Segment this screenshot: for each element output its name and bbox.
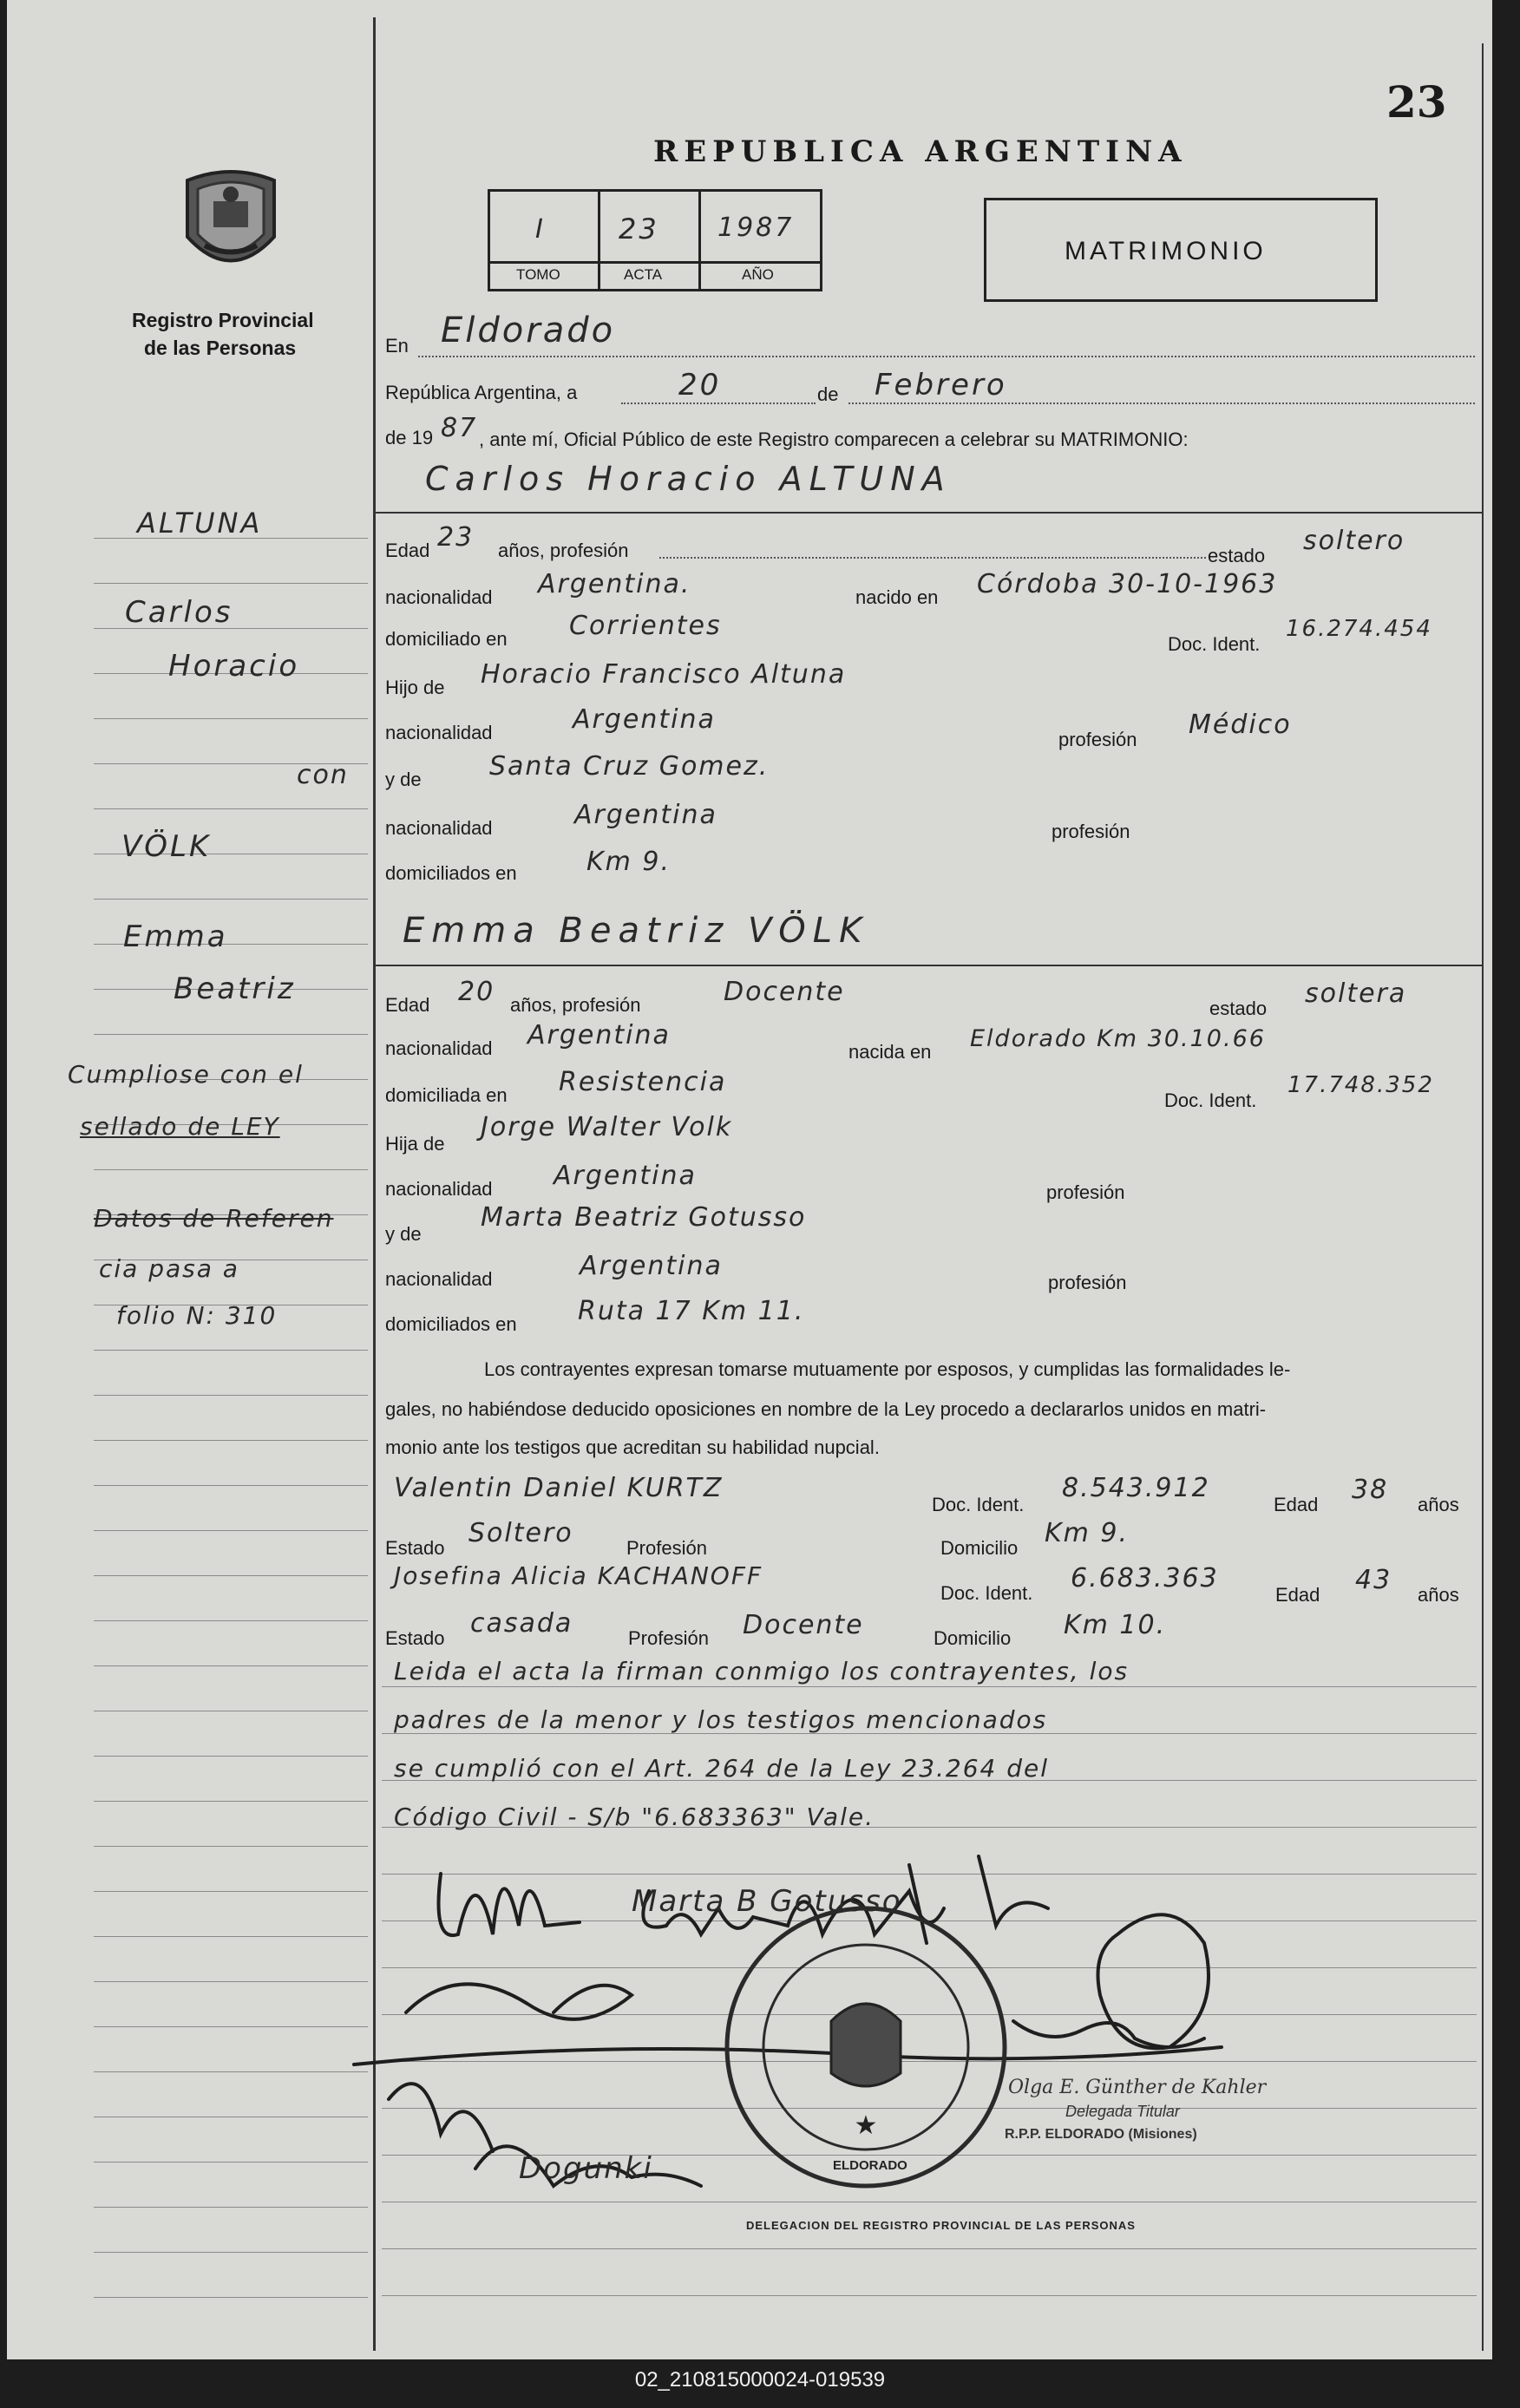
- witness1-estado-label: Estado: [385, 1537, 445, 1559]
- margin-rule: [94, 1575, 368, 1576]
- witness2-domicilio: Km 10.: [1064, 1610, 1167, 1640]
- bride-doc: 17.748.352: [1287, 1072, 1434, 1098]
- margin-note-4: cia pasa a: [99, 1254, 239, 1283]
- margin-groom-surname: ALTUNA: [137, 507, 263, 540]
- day-line: [621, 402, 816, 404]
- witness2-dom-label: Domicilio: [934, 1627, 1012, 1649]
- signature-2: Dogunki: [519, 2151, 653, 2186]
- groom-edad-label: Edad: [385, 540, 430, 561]
- bride-anos-label: años, profesión: [510, 994, 641, 1016]
- bride-madre-nac: Argentina: [580, 1251, 723, 1281]
- margin-rule: [94, 1801, 368, 1802]
- margin-con: con: [297, 760, 349, 790]
- bride-padre: Jorge Walter Volk: [481, 1112, 733, 1142]
- bride-domicilio: Resistencia: [559, 1067, 727, 1097]
- witness2-doc: 6.683.363: [1071, 1563, 1219, 1593]
- bride-nac-label: nacionalidad: [385, 1037, 493, 1059]
- bride-nac: Argentina: [527, 1020, 671, 1050]
- bride-padre-nac: Argentina: [554, 1161, 697, 1191]
- margin-note-5: folio N: 310: [116, 1301, 278, 1330]
- body-rule: [382, 1686, 1477, 1687]
- right-border: [1482, 43, 1484, 2351]
- witness2-estado-label: Estado: [385, 1627, 445, 1649]
- groom-nac: Argentina.: [538, 569, 691, 599]
- groom-yde-label: y de: [385, 769, 422, 790]
- bride-nacida: Eldorado Km 30.10.66: [970, 1025, 1266, 1052]
- groom-estado: soltero: [1303, 526, 1405, 556]
- groom-edad: 23: [437, 522, 475, 553]
- margin-rule: [94, 1350, 368, 1351]
- official-name: Olga E. Günther de Kahler: [1008, 2077, 1267, 2098]
- margin-rule: [94, 1034, 368, 1035]
- groom-doc-label: Doc. Ident.: [1168, 633, 1261, 655]
- margin-rule: [94, 1756, 368, 1757]
- witness2-prof-label: Profesión: [628, 1627, 709, 1649]
- bride-estado: soltera: [1305, 978, 1407, 1009]
- bride-edad: 20: [458, 977, 495, 1007]
- margin-rule: [94, 1530, 368, 1531]
- groom-madre-nac-label: nacionalidad: [385, 817, 493, 839]
- witness1-edad-label: Edad: [1274, 1494, 1319, 1515]
- stamp-ring-text: DELEGACION DEL REGISTRO PROVINCIAL DE LAS PERSONAS: [746, 2219, 1136, 2232]
- groom-estado-label: estado: [1208, 545, 1266, 566]
- witness1-dom-label: Domicilio: [940, 1537, 1019, 1559]
- groom-madre-prof-label: profesión: [1052, 821, 1130, 842]
- witness2-anos-label: años: [1418, 1584, 1459, 1606]
- official-title: Delegada Titular: [1065, 2103, 1180, 2120]
- body-line-3: monio ante los testigos que acreditan su habilidad nupcial.: [385, 1436, 880, 1458]
- acta-value: 23: [619, 213, 659, 245]
- groom-prof-line: [659, 557, 1206, 559]
- witness2-name: Josefina Alicia KACHANOFF: [394, 1561, 763, 1590]
- groom-anos-label: años, profesión: [498, 540, 629, 561]
- witness2-profesion: Docente: [743, 1610, 864, 1640]
- body-line-2: gales, no habiéndose deducido oposiciones en nombre de la Ley procedo a declararlos unidos en matri-: [385, 1398, 1267, 1420]
- bride-padre-nac-label: nacionalidad: [385, 1178, 493, 1200]
- groom-nac-label: nacionalidad: [385, 586, 493, 608]
- closing-line-3: se cumplió con el Art. 264 de la Ley 23.264 del: [394, 1754, 1050, 1783]
- page-number: 23: [1386, 76, 1447, 128]
- margin-rule: [94, 1620, 368, 1621]
- bride-sep: [375, 965, 1482, 966]
- ano-value: 1987: [717, 213, 795, 243]
- groom-padre-nac-label: nacionalidad: [385, 722, 493, 743]
- body-line-1: Los contrayentes expresan tomarse mutuamente por esposos, y cumplidas las formalidades le-: [484, 1358, 1291, 1380]
- signature-1: Marta B Gotusso: [632, 1884, 902, 1919]
- witness2-doc-label: Doc. Ident.: [940, 1582, 1033, 1604]
- republica-label: República Argentina, a: [385, 382, 578, 403]
- groom-madre-nac: Argentina: [574, 800, 717, 830]
- bride-yde-label: y de: [385, 1223, 422, 1245]
- bride-doc-label: Doc. Ident.: [1164, 1089, 1257, 1111]
- place-value: Eldorado: [441, 311, 616, 350]
- bride-name: Emma Beatriz VÖLK: [403, 911, 869, 951]
- witness1-estado: Soltero: [468, 1518, 573, 1548]
- margin-rule: [94, 1665, 368, 1666]
- margin-rule: [94, 1395, 368, 1396]
- ano-label: AÑO: [742, 266, 774, 283]
- margin-bride-first: Emma: [123, 919, 228, 954]
- stamp-city: ELDORADO: [833, 2158, 907, 2173]
- witness2-edad: 43: [1355, 1565, 1392, 1595]
- groom-doc: 16.274.454: [1286, 616, 1432, 642]
- witness1-name: Valentin Daniel KURTZ: [394, 1473, 724, 1503]
- svg-text:★: ★: [854, 2110, 878, 2141]
- margin-rule: [94, 808, 368, 809]
- bride-hija-label: Hija de: [385, 1133, 445, 1155]
- closing-line-2: padres de la menor y los testigos mencionados: [394, 1705, 1048, 1734]
- de-label: de: [817, 383, 839, 405]
- tomo-acta-box: [488, 189, 822, 291]
- official-stamp: [727, 1908, 1005, 2186]
- month-line: [848, 402, 1475, 404]
- en-label: En: [385, 335, 409, 357]
- bride-nacida-label: nacida en: [848, 1041, 932, 1063]
- document-page: [7, 0, 1492, 2359]
- groom-dom-label: domiciliado en: [385, 628, 508, 650]
- tomo-value: I: [535, 214, 546, 245]
- margin-rule: [94, 1440, 368, 1441]
- witness1-doc-label: Doc. Ident.: [932, 1494, 1025, 1515]
- groom-nacido-label: nacido en: [855, 586, 939, 608]
- groom-madre: Santa Cruz Gomez.: [489, 751, 770, 782]
- margin-groom-second: Horacio: [168, 649, 300, 684]
- groom-nacido: Córdoba 30-10-1963: [977, 569, 1278, 599]
- margin-rule: [94, 583, 368, 584]
- tomo-label: TOMO: [516, 266, 560, 283]
- bride-doms: Ruta 17 Km 11.: [578, 1296, 805, 1326]
- bride-doms-label: domiciliados en: [385, 1313, 517, 1335]
- margin-bride-second: Beatriz: [174, 972, 296, 1006]
- country-title: REPUBLICA ARGENTINA: [653, 134, 1188, 169]
- oficial-text: , ante mí, Oficial Público de este Registro comparecen a celebrar su MATRIMONIO:: [479, 429, 1189, 450]
- bride-madre-prof-label: profesión: [1048, 1272, 1127, 1293]
- groom-name: Carlos Horacio ALTUNA: [425, 460, 952, 498]
- groom-doms-label: domiciliados en: [385, 862, 517, 884]
- groom-doms: Km 9.: [586, 847, 672, 877]
- day-value: 20: [678, 368, 722, 402]
- margin-note-1: Cumpliose con el: [68, 1060, 304, 1089]
- place-line: [418, 356, 1475, 357]
- margin-rule: [94, 718, 368, 719]
- year-suffix: 87: [441, 413, 478, 443]
- margin-rule: [94, 899, 368, 900]
- provincial-crest-icon: [179, 163, 283, 285]
- bride-padre-prof-label: profesión: [1046, 1181, 1125, 1203]
- margin-rule: [94, 1169, 368, 1170]
- official-office: R.P.P. ELDORADO (Misiones): [1005, 2127, 1197, 2142]
- record-type: MATRIMONIO: [1065, 237, 1267, 265]
- witness2-edad-label: Edad: [1275, 1584, 1320, 1606]
- margin-rule: [94, 1485, 368, 1486]
- year-prefix: de 19: [385, 427, 434, 448]
- body-rule: [382, 2295, 1477, 2296]
- month-value: Febrero: [875, 368, 1007, 402]
- groom-sep: [375, 512, 1482, 514]
- closing-line-1: Leida el acta la firman conmigo los contrayentes, los: [394, 1657, 1130, 1685]
- witness1-prof-label: Profesión: [626, 1537, 707, 1559]
- groom-padre: Horacio Francisco Altuna: [481, 659, 847, 690]
- registry-line-2: de las Personas: [144, 337, 297, 359]
- bride-edad-label: Edad: [385, 994, 430, 1016]
- bride-madre: Marta Beatriz Gotusso: [481, 1202, 807, 1233]
- groom-padre-nac: Argentina: [573, 704, 716, 735]
- bride-profesion: Docente: [724, 977, 845, 1007]
- witness1-domicilio: Km 9.: [1045, 1518, 1130, 1548]
- footer-id: 02_210815000024-019539: [634, 2368, 886, 2392]
- margin-groom-first: Carlos: [125, 595, 233, 630]
- bride-madre-nac-label: nacionalidad: [385, 1268, 493, 1290]
- witness2-estado: casada: [470, 1608, 573, 1639]
- groom-hijo-label: Hijo de: [385, 677, 445, 698]
- bride-estado-label: estado: [1209, 998, 1268, 1019]
- groom-padre-prof: Médico: [1189, 710, 1292, 740]
- witness1-edad: 38: [1352, 1475, 1389, 1505]
- registry-line-1: Registro Provincial: [132, 309, 314, 331]
- closing-line-4: Código Civil - S/b "6.683363" Vale.: [394, 1803, 875, 1831]
- witness1-anos-label: años: [1418, 1494, 1459, 1515]
- groom-padre-prof-label: profesión: [1058, 729, 1137, 750]
- margin-note-3: Datos de Referen: [94, 1204, 334, 1233]
- bride-dom-label: domiciliada en: [385, 1084, 508, 1106]
- witness1-doc: 8.543.912: [1062, 1473, 1210, 1503]
- acta-label: ACTA: [624, 266, 663, 283]
- margin-bride-surname: VÖLK: [121, 829, 212, 864]
- margin-rule: [94, 2297, 368, 2298]
- groom-domicilio: Corrientes: [569, 611, 722, 641]
- record-type-box: [984, 198, 1378, 302]
- margin-note-2: sellado de LEY: [80, 1112, 280, 1141]
